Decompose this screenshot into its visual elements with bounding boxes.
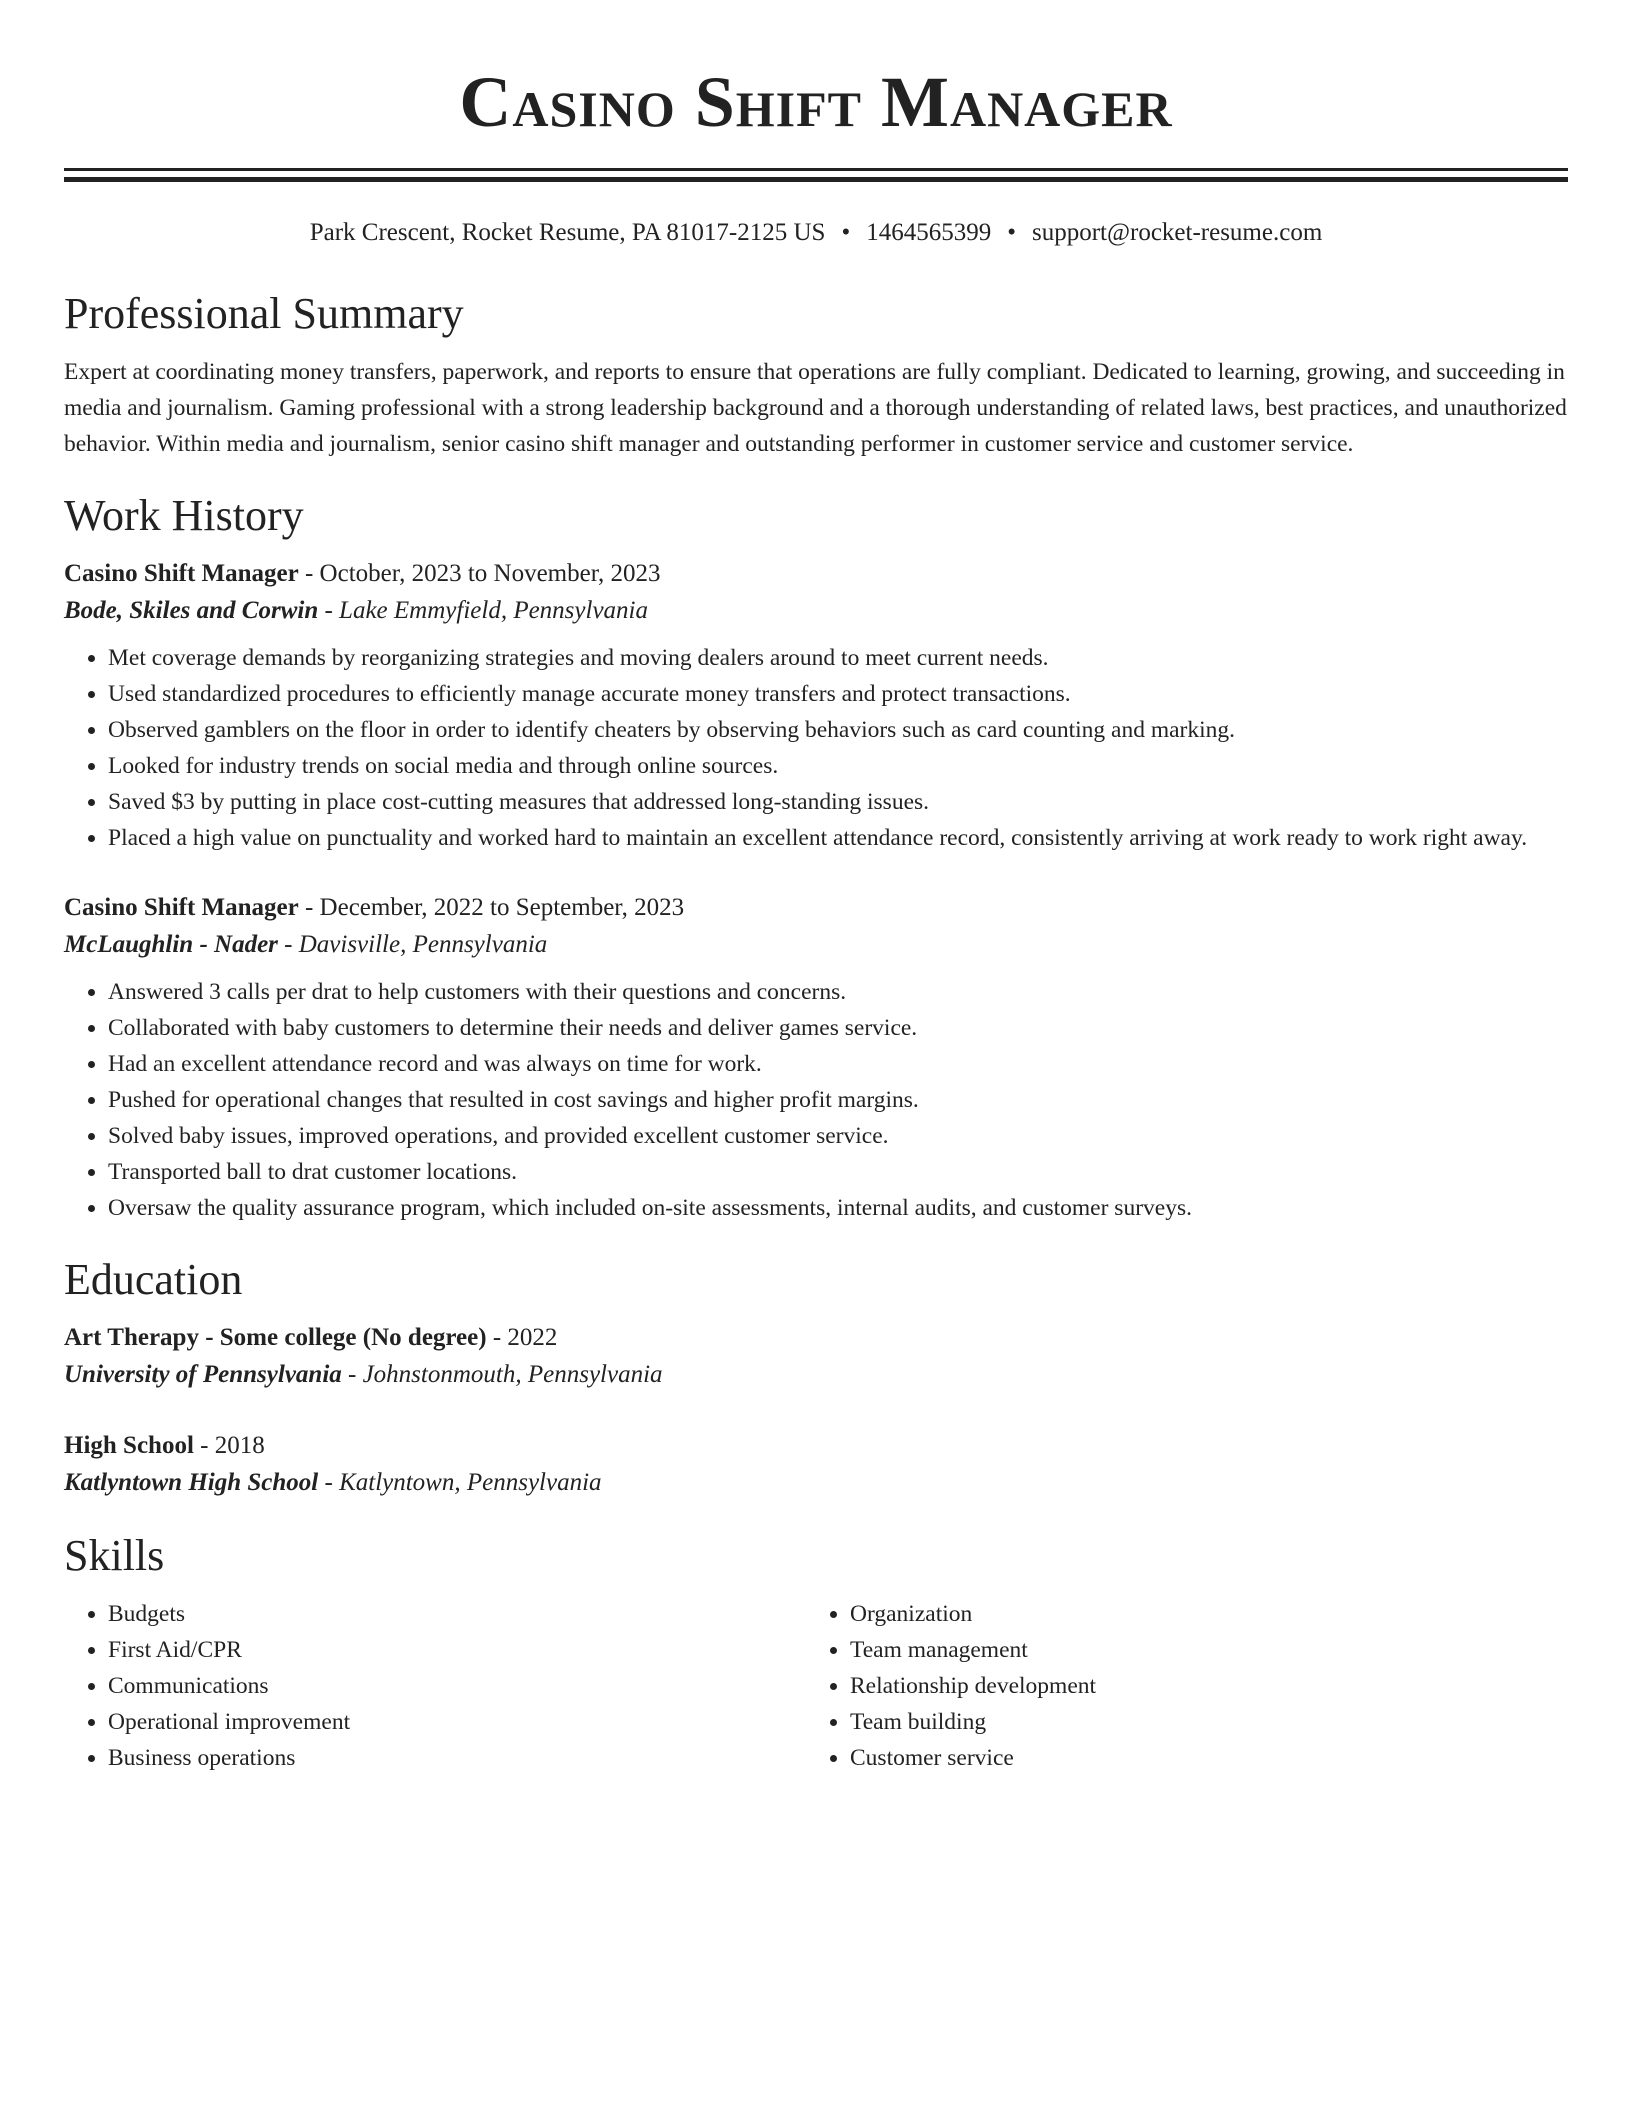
education-degree: High School — [64, 1432, 194, 1459]
list-item: • Solved baby issues, improved operations, and provided excellent customer service. — [108, 1118, 1568, 1154]
job-title: Casino Shift Manager — [64, 560, 299, 587]
contact-phone: 1464565399 — [866, 219, 992, 246]
contact-separator: • — [841, 219, 851, 246]
education-location: - Johnstonmouth, Pennsylvania — [341, 1361, 663, 1388]
education-school: Katlyntown High School — [64, 1469, 319, 1496]
education-year: - 2018 — [193, 1432, 265, 1459]
list-item: • Collaborated with baby customers to determine their needs and deliver games service. — [108, 1010, 1568, 1046]
list-item: • Placed a high value on punctuality and worked hard to maintain an excellent attendance record, consistently arriving at work ready to work right away. — [108, 820, 1568, 856]
skills-list-left — [64, 1596, 806, 1776]
job-location: - Lake Emmyfield, Pennsylvania — [318, 597, 648, 624]
job-dates: - December, 2022 to September, 2023 — [298, 894, 685, 921]
contact-email: support@rocket-resume.com — [1031, 219, 1323, 246]
summary-heading: Professional Summary — [64, 289, 464, 338]
list-item: • Transported ball to drat customer locations. — [108, 1154, 1568, 1190]
job-dates: - October, 2023 to November, 2023 — [298, 560, 661, 587]
skills-column-right — [806, 1596, 1548, 1776]
skills-column-left — [64, 1596, 806, 1776]
education-heading: Education — [64, 1255, 243, 1304]
summary-text: Expert at coordinating money transfers, paperwork, and reports to ensure that operations are fully compliant. Dedicated to learning, growing, and succeeding in media and journalism. Gaming professional with a strong leadership background and a thorough understanding of related laws, best practices, and unauthorized behavior. Within media and journalism, senior casino shift manager and outstanding performer in customer service and customer service. — [64, 359, 1567, 457]
job-company: Bode, Skiles and Corwin — [64, 597, 319, 624]
job-location: - Davisville, Pennsylvania — [277, 931, 548, 958]
list-item: • Answered 3 calls per drat to help customers with their questions and concerns. — [108, 974, 1568, 1010]
list-item: • Looked for industry trends on social media and through online sources. — [108, 748, 1568, 784]
education-header — [64, 1428, 1568, 1464]
list-item: • Used standardized procedures to efficiently manage accurate money transfers and protect transactions. — [108, 676, 1568, 712]
skill-item: • Relationship development — [850, 1668, 1548, 1704]
skill-item: • Team management — [850, 1632, 1548, 1668]
skill-item: • Operational improvement — [108, 1704, 806, 1740]
job-header — [64, 556, 1568, 592]
skill-item: • Budgets — [108, 1596, 806, 1632]
education-year: - 2022 — [486, 1324, 558, 1351]
job-header — [64, 890, 1568, 926]
skill-item: • First Aid/CPR — [108, 1632, 806, 1668]
job-company-line — [64, 926, 1568, 964]
resume-name: Casino Shift Manager — [459, 62, 1173, 142]
skills-heading: Skills — [64, 1531, 165, 1580]
list-item: • Pushed for operational changes that resulted in cost savings and higher profit margins. — [108, 1082, 1568, 1118]
skill-item: • Customer service — [850, 1740, 1548, 1776]
education-degree: Art Therapy - Some college (No degree) — [64, 1324, 487, 1351]
job-bullets — [64, 974, 1568, 1226]
education-school-line — [64, 1464, 1568, 1502]
skill-item: • Business operations — [108, 1740, 806, 1776]
list-item: • Observed gamblers on the floor in order to identify cheaters by observing behaviors such as card counting and marking. — [108, 712, 1568, 748]
work-history-heading: Work History — [64, 491, 304, 540]
contact-line — [64, 218, 1568, 248]
education-location: - Katlyntown, Pennsylvania — [318, 1469, 602, 1496]
contact-address: Park Crescent, Rocket Resume, PA 81017-2125 US — [309, 219, 826, 246]
job-title: Casino Shift Manager — [64, 894, 299, 921]
contact-separator: • — [1007, 219, 1016, 246]
list-item: • Oversaw the quality assurance program, which included on-site assessments, internal audits, and customer surveys. — [108, 1190, 1568, 1226]
job-bullets — [64, 640, 1568, 856]
header-rule-top — [64, 168, 1568, 171]
job-company: McLaughlin - Nader — [64, 931, 278, 958]
header-rule-bottom — [64, 177, 1568, 182]
skill-item: • Communications — [108, 1668, 806, 1704]
skills-columns — [64, 1596, 1568, 1776]
list-item: • Met coverage demands by reorganizing strategies and moving dealers around to meet current needs. — [108, 640, 1568, 676]
job-company-line — [64, 592, 1568, 630]
list-item: • Saved $3 by putting in place cost-cutting measures that addressed long-standing issues. — [108, 784, 1568, 820]
skill-item: • Team building — [850, 1704, 1548, 1740]
education-header — [64, 1320, 1568, 1356]
education-school-line — [64, 1356, 1568, 1394]
skill-item: • Organization — [850, 1596, 1548, 1632]
education-school: University of Pennsylvania — [64, 1361, 342, 1388]
list-item: • Had an excellent attendance record and was always on time for work. — [108, 1046, 1568, 1082]
skills-list-right — [806, 1596, 1548, 1776]
